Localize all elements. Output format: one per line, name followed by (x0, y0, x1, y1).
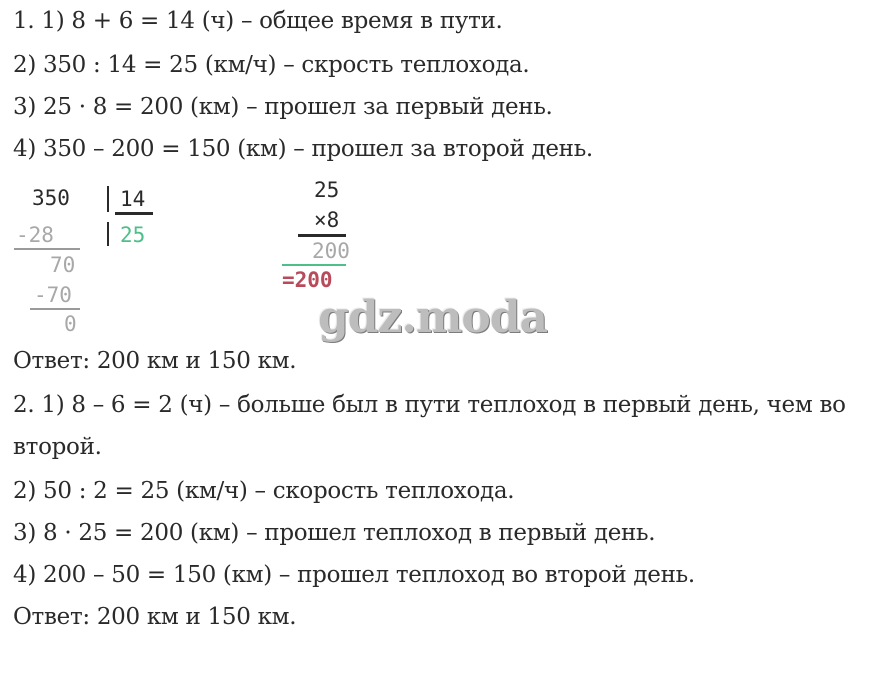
division-divisor-rule (115, 212, 153, 215)
task1-line-4: 4) 350 – 200 = 150 (км) – прошел за второй день. (13, 136, 593, 162)
division-dividend: 350 (32, 186, 70, 210)
division-subtrahend-2: -70 (34, 283, 72, 307)
mult-rule-1 (298, 234, 346, 237)
task1-line-3: 3) 25 · 8 = 200 (км) – прошел за первый день. (13, 94, 553, 120)
watermark-logo: gdz.moda (318, 292, 548, 343)
division-subtrahend-1: -28 (16, 223, 54, 247)
division-rule-2 (30, 308, 80, 310)
division-bar-bottom (107, 222, 109, 246)
task2-line-2: второй. (13, 434, 102, 460)
mult-partial: 200 (312, 239, 350, 263)
task2-line-5: 4) 200 – 50 = 150 (км) – прошел теплоход во второй день. (13, 562, 695, 588)
task2-answer: Ответ: 200 км и 150 км. (13, 604, 297, 630)
task1-line-2: 2) 350 : 14 = 25 (км/ч) – скрость теплохода. (13, 52, 530, 78)
task2-line-3: 2) 50 : 2 = 25 (км/ч) – скорость теплохода. (13, 478, 515, 504)
task1-answer: Ответ: 200 км и 150 км. (13, 348, 297, 374)
division-remainder-2: 0 (64, 312, 77, 336)
division-rule-1 (14, 248, 80, 250)
task2-line-4: 3) 8 · 25 = 200 (км) – прошел теплоход в первый день. (13, 520, 656, 546)
task2-line-1: 2. 1) 8 – 6 = 2 (ч) – больше был в пути теплоход в первый день, чем во (13, 392, 846, 418)
mult-factor: ×8 (314, 208, 340, 232)
mult-result: =200 (282, 268, 333, 292)
division-quotient: 25 (120, 223, 146, 247)
task1-line-1: 1. 1) 8 + 6 = 14 (ч) – общее время в пути. (13, 8, 503, 34)
division-divisor: 14 (120, 187, 146, 211)
division-bar-top (107, 186, 109, 212)
mult-top: 25 (314, 178, 340, 202)
division-remainder-1: 70 (50, 253, 76, 277)
mult-rule-2 (282, 264, 346, 266)
